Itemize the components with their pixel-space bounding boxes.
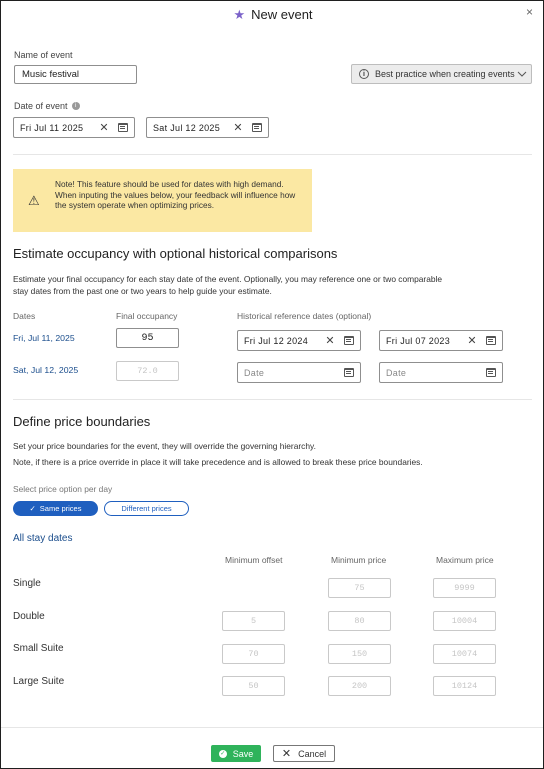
historical-date-1-value: Fri Jul 12 2024 xyxy=(244,335,309,346)
best-practice-button[interactable] xyxy=(351,64,532,84)
col-min-price: Minimum price xyxy=(331,555,387,565)
price-option-label: Select price option per day xyxy=(13,484,113,494)
chevron-down-icon xyxy=(517,71,527,77)
stay-date-label: Fri, Jul 11, 2025 xyxy=(13,333,75,343)
price-description-1: Set your price boundaries for the event, they will override the governing hierarchy. xyxy=(13,441,316,451)
event-date-label xyxy=(14,101,80,111)
price-description-2: Note, if there is a price override in place it will take precedence and is allowed to break these price boundaries. xyxy=(13,457,423,467)
same-prices-toggle[interactable] xyxy=(13,501,98,516)
dialog-title-text: New event xyxy=(251,7,313,22)
room-type-label: Small Suite xyxy=(13,643,64,654)
calendar-icon[interactable] xyxy=(112,118,134,137)
final-occupancy-input[interactable]: 95 xyxy=(116,328,179,348)
calendar-icon[interactable] xyxy=(480,363,502,382)
room-type-label: Single xyxy=(13,578,41,589)
event-start-date-value: Fri Jul 11 2025 xyxy=(20,122,84,133)
stay-date-label: Sat, Jul 12, 2025 xyxy=(13,365,79,375)
historical-date-2-placeholder: Date xyxy=(386,367,407,378)
footer-divider xyxy=(1,727,543,728)
check-icon: ✓ xyxy=(29,504,36,513)
room-type-label: Double xyxy=(13,611,45,622)
historical-date-1-input[interactable] xyxy=(237,330,361,351)
dialog-title xyxy=(1,7,544,23)
col-dates: Dates xyxy=(13,311,36,321)
clear-end-date-icon[interactable]: ✕ xyxy=(233,122,243,134)
min-offset-input[interactable]: 5 xyxy=(222,611,285,631)
cancel-button[interactable] xyxy=(273,745,335,762)
check-circle-icon: ✓ xyxy=(220,751,226,757)
historical-date-2-input[interactable] xyxy=(379,362,503,383)
clear-date-icon[interactable]: ✕ xyxy=(325,335,335,347)
event-end-date-value: Sat Jul 12 2025 xyxy=(153,122,221,133)
min-price-input[interactable]: 75 xyxy=(328,578,391,598)
different-prices-toggle[interactable]: Different prices xyxy=(104,501,189,516)
help-icon[interactable]: i xyxy=(72,102,80,110)
all-stay-dates-link[interactable]: All stay dates xyxy=(13,533,73,544)
divider xyxy=(13,399,532,400)
historical-date-1-input[interactable] xyxy=(237,362,361,383)
final-occupancy-input[interactable]: 72.0 xyxy=(116,361,179,381)
event-start-date-input[interactable] xyxy=(13,117,135,138)
close-icon: ✕ xyxy=(281,748,292,760)
event-name-label: Name of event xyxy=(14,50,73,60)
min-offset-input[interactable]: 70 xyxy=(222,644,285,664)
max-price-input[interactable]: 9999 xyxy=(433,578,496,598)
min-offset-input[interactable]: 50 xyxy=(222,676,285,696)
historical-date-1-placeholder: Date xyxy=(244,367,265,378)
calendar-icon[interactable] xyxy=(480,331,502,350)
clear-date-icon[interactable]: ✕ xyxy=(467,335,477,347)
note-text: Note! This feature should be used for dates with high demand. When inputing the values below, your feedback will influence how the system operate when optimizing prices. xyxy=(55,179,296,211)
note-banner xyxy=(13,169,312,232)
save-label: Save xyxy=(232,748,254,759)
divider xyxy=(13,154,532,155)
event-name-input[interactable]: Music festival xyxy=(14,65,137,84)
calendar-icon[interactable] xyxy=(246,118,268,137)
event-end-date-input[interactable] xyxy=(146,117,269,138)
historical-date-2-input[interactable] xyxy=(379,330,503,351)
close-icon[interactable]: × xyxy=(525,5,533,19)
col-min-offset: Minimum offset xyxy=(225,555,283,565)
price-section-title: Define price boundaries xyxy=(13,414,151,429)
min-price-input[interactable]: 80 xyxy=(328,611,391,631)
col-final-occupancy: Final occupancy xyxy=(116,311,178,321)
max-price-input[interactable]: 10124 xyxy=(433,676,496,696)
warning-icon: ⚠ xyxy=(28,193,40,208)
occupancy-section-title: Estimate occupancy with optional historical comparisons xyxy=(13,246,338,261)
room-type-label: Large Suite xyxy=(13,676,65,687)
cancel-label: Cancel xyxy=(298,748,327,759)
star-icon: ★ xyxy=(233,7,246,22)
calendar-icon[interactable] xyxy=(338,331,360,350)
min-price-input[interactable]: 150 xyxy=(328,644,391,664)
max-price-input[interactable]: 10004 xyxy=(433,611,496,631)
min-price-input[interactable]: 200 xyxy=(328,676,391,696)
historical-date-2-value: Fri Jul 07 2023 xyxy=(386,335,451,346)
clear-start-date-icon[interactable]: ✕ xyxy=(99,122,109,134)
col-historical: Historical reference dates (optional) xyxy=(237,311,372,321)
event-date-label-text: Date of event xyxy=(14,101,68,111)
same-prices-label: Same prices xyxy=(39,504,82,513)
save-button[interactable] xyxy=(211,745,261,762)
occupancy-description: Estimate your final occupancy for each stay date of the event. Optionally, you may reference one or two comparable stay dates from the past one or two years to help guide your estimate. xyxy=(13,274,443,296)
info-icon: i xyxy=(359,69,369,79)
max-price-input[interactable]: 10074 xyxy=(433,644,496,664)
calendar-icon[interactable] xyxy=(338,363,360,382)
col-max-price: Maximum price xyxy=(436,555,494,565)
best-practice-label: Best practice when creating events xyxy=(375,69,515,79)
